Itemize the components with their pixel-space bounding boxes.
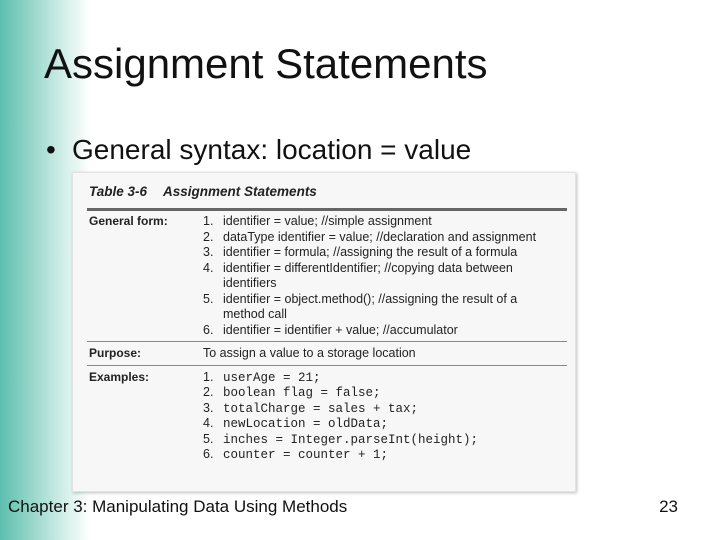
example-item: 3. totalCharge = sales + tax;	[203, 401, 419, 416]
general-form-item: 1. identifier = value; //simple assignment	[203, 214, 432, 228]
table-row-divider	[87, 341, 567, 342]
example-item: 6. counter = counter + 1;	[203, 447, 389, 462]
table-caption	[89, 184, 317, 199]
purpose-text: To assign a value to a storage location	[203, 346, 416, 360]
general-form-label: General form:	[89, 214, 168, 228]
table-row-divider	[87, 365, 567, 366]
general-form-item: 2. dataType identifier = value; //declaration and assignment	[203, 230, 537, 244]
table-number: Table 3-6	[89, 184, 148, 199]
general-form-item: 5. identifier = object.method(); //assigning the result of a method call	[203, 292, 518, 321]
table-top-rule	[87, 208, 567, 211]
bullet-item	[46, 134, 471, 166]
assignment-statements-table	[72, 172, 576, 492]
bullet-text: General syntax: location = value	[72, 134, 472, 165]
purpose-label: Purpose:	[89, 346, 142, 360]
table-caption-title: Assignment Statements	[163, 184, 317, 199]
bullet-icon: •	[46, 134, 56, 165]
examples-label: Examples:	[89, 370, 150, 384]
slide-title: Assignment Statements	[44, 40, 488, 87]
general-form-item: 6. identifier = identifier + value; //accumulator	[203, 323, 458, 337]
example-item: 5. inches = Integer.parseInt(height);	[203, 432, 479, 447]
general-form-item: 3. identifier = formula; //assigning the result of a formula	[203, 245, 518, 259]
general-form-item: 4. identifier = differentIdentifier; //copying data between identifiers	[203, 261, 513, 290]
footer-chapter-text: Chapter 3: Manipulating Data Using Methods	[8, 497, 348, 516]
example-item: 2. boolean flag = false;	[203, 385, 381, 400]
page-number: 23	[659, 497, 678, 516]
example-item: 4. newLocation = oldData;	[203, 416, 389, 431]
example-item: 1. userAge = 21;	[203, 370, 321, 385]
